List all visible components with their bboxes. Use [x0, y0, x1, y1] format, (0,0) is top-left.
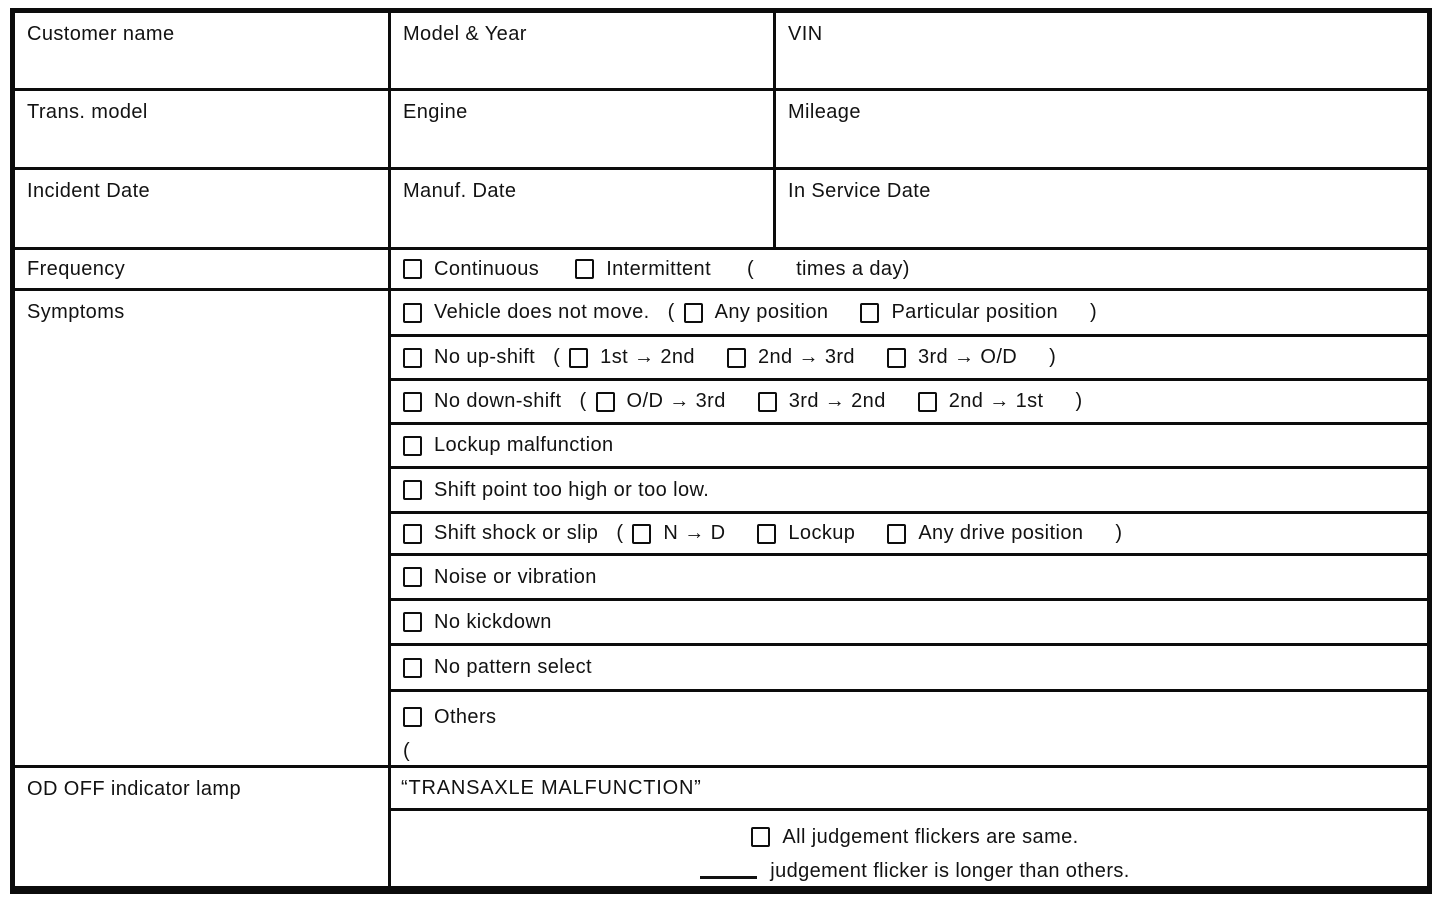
symptom-row-no-down-shift: [391, 381, 1427, 425]
judgement-same-line: [751, 820, 1078, 854]
symptom-option: [860, 301, 1058, 324]
mileage-cell: [776, 91, 1427, 167]
option-label: 3rd → O/D: [917, 346, 1018, 368]
paren-open: (: [553, 346, 561, 368]
od-off-detail-column: [391, 768, 1427, 888]
form-table: [10, 8, 1432, 894]
row-incident-date: [15, 170, 1427, 250]
frequency-label: Frequency: [27, 257, 126, 280]
symptom-label: Others: [434, 705, 497, 728]
symptom-label: Lockup malfunction: [434, 434, 614, 456]
in-service-date-label: In Service Date: [788, 180, 931, 202]
checkbox-2nd-3rd[interactable]: [727, 348, 746, 368]
symptom-option: [684, 301, 829, 324]
option-label: N → D: [663, 522, 726, 544]
symptom-options-group: [668, 301, 1097, 324]
paren-open: (: [747, 257, 755, 280]
paren-close: ): [1115, 522, 1123, 544]
paren-open: (: [403, 739, 411, 762]
symptoms-label: Symptoms: [27, 301, 125, 323]
checkbox-shift-point[interactable]: [403, 480, 422, 500]
symptom-row-vehicle-does-not-move: [391, 291, 1427, 337]
symptom-row-no-up-shift: [391, 337, 1427, 381]
symptom-options-group: [579, 390, 1082, 413]
row-od-off-lamp: [15, 768, 1427, 888]
times-a-day-text: times a day): [796, 257, 910, 280]
trans-model-cell: [15, 91, 391, 167]
model-year-cell: [391, 13, 776, 88]
customer-name-cell: [15, 13, 391, 88]
checkbox-od-3rd[interactable]: [596, 392, 615, 412]
judgement-same-label: All judgement flickers are same.: [782, 825, 1079, 848]
manuf-date-cell: [391, 170, 776, 247]
checkbox-shift-shock[interactable]: [403, 524, 422, 544]
paren-open: (: [667, 301, 675, 323]
vin-label: VIN: [788, 23, 823, 45]
judgement-longer-line: [700, 854, 1130, 888]
transaxle-malfunction-title: “TRANSAXLE MALFUNCTION”: [401, 776, 702, 799]
symptom-option: [918, 390, 1044, 413]
trans-model-label: Trans. model: [27, 101, 148, 123]
engine-cell: [391, 91, 776, 167]
paren-close: ): [1049, 346, 1057, 368]
vin-cell: [776, 13, 1427, 88]
checkbox-2nd-1st[interactable]: [918, 392, 937, 412]
row-symptoms: [15, 291, 1427, 768]
manuf-date-label: Manuf. Date: [403, 180, 517, 202]
symptom-row-shift-shock: [391, 514, 1427, 556]
incident-date-cell: [15, 170, 391, 247]
symptom-options-group: [553, 346, 1056, 369]
option-label: Particular position: [891, 301, 1059, 323]
checkbox-no-kickdown[interactable]: [403, 612, 422, 632]
row-frequency: [15, 250, 1427, 291]
judgement-longer-label: judgement flicker is longer than others.: [770, 859, 1130, 882]
customer-name-label: Customer name: [27, 23, 175, 45]
symptom-option: [632, 522, 725, 545]
symptom-label: No down-shift: [434, 390, 562, 412]
option-label: Continuous: [434, 257, 540, 280]
model-year-label: Model & Year: [403, 23, 527, 45]
option-label: Intermittent: [606, 257, 712, 280]
symptoms-label-cell: [15, 291, 391, 765]
symptom-row-lockup-malfunction: [391, 425, 1427, 469]
paren-close: ): [1075, 390, 1083, 412]
od-off-label: OD OFF indicator lamp: [27, 778, 242, 800]
write-in-blank[interactable]: [700, 864, 757, 879]
checkbox-others[interactable]: [403, 707, 422, 727]
transaxle-malfunction-cell: [391, 768, 1427, 811]
checkbox-lockup-malfunction[interactable]: [403, 436, 422, 456]
checkbox-n-d[interactable]: [632, 524, 651, 544]
incident-date-label: Incident Date: [27, 180, 151, 202]
others-writein-line: [403, 734, 410, 768]
symptom-row-others: [391, 692, 1427, 765]
option-label: Lockup: [788, 522, 856, 544]
checkbox-particular-position[interactable]: [860, 303, 879, 323]
symptom-label: Shift shock or slip: [434, 522, 599, 544]
symptom-row-no-pattern-select: [391, 646, 1427, 692]
checkbox-3rd-2nd[interactable]: [758, 392, 777, 412]
judgement-flicker-cell: [391, 811, 1427, 888]
in-service-date-cell: [776, 170, 1427, 247]
symptom-option: [758, 390, 886, 413]
checkbox-continuous[interactable]: [403, 259, 422, 279]
symptom-option: [569, 346, 695, 369]
paren-close: ): [1090, 301, 1098, 323]
frequency-option-intermittent: [575, 258, 711, 281]
checkbox-no-up-shift[interactable]: [403, 348, 422, 368]
option-label: Any position: [714, 301, 829, 323]
checkbox-all-judgement-same[interactable]: [751, 827, 770, 847]
symptom-row-noise-vibration: [391, 556, 1427, 601]
engine-label: Engine: [403, 101, 468, 123]
checkbox-no-pattern-select[interactable]: [403, 658, 422, 678]
frequency-option-continuous: [403, 258, 539, 281]
symptom-option: [757, 522, 855, 545]
option-label: 1st → 2nd: [600, 346, 695, 368]
symptom-label: Vehicle does not move.: [434, 301, 650, 323]
checkbox-1st-2nd[interactable]: [569, 348, 588, 368]
paren-open: (: [579, 390, 587, 412]
checkbox-3rd-od[interactable]: [887, 348, 906, 368]
checkbox-any-drive-position[interactable]: [887, 524, 906, 544]
paren-open: (: [616, 522, 624, 544]
symptom-label: No kickdown: [434, 610, 552, 633]
checkbox-lockup[interactable]: [757, 524, 776, 544]
checkbox-noise-vibration[interactable]: [403, 567, 422, 587]
symptom-label: Noise or vibration: [434, 565, 597, 588]
row-trans-model: [15, 91, 1427, 170]
option-label: O/D → 3rd: [626, 390, 726, 412]
symptom-option: [887, 522, 1083, 545]
row-customer: [15, 13, 1427, 91]
mileage-label: Mileage: [788, 101, 861, 123]
symptom-option: [727, 346, 855, 369]
option-label: 2nd → 3rd: [757, 346, 855, 368]
checkbox-no-down-shift[interactable]: [403, 392, 422, 412]
checkbox-intermittent[interactable]: [575, 259, 594, 279]
symptom-row-shift-point: [391, 469, 1427, 514]
symptom-option: [887, 346, 1017, 369]
symptom-label: No pattern select: [434, 656, 592, 678]
symptom-label: No up-shift: [434, 346, 536, 368]
symptom-row-no-kickdown: [391, 601, 1427, 646]
times-a-day-note: [747, 258, 910, 281]
option-label: Any drive position: [918, 522, 1084, 544]
option-label: 3rd → 2nd: [788, 390, 886, 412]
checkbox-vehicle-does-not-move[interactable]: [403, 303, 422, 323]
od-off-label-cell: [15, 768, 391, 888]
others-line: [403, 700, 514, 734]
symptoms-options-column: [391, 291, 1427, 765]
frequency-label-cell: [15, 250, 391, 288]
frequency-options-cell: [391, 250, 1427, 288]
option-label: 2nd → 1st: [948, 390, 1044, 412]
symptom-label: Shift point too high or too low.: [434, 478, 710, 501]
symptom-options-group: [616, 522, 1122, 545]
symptom-option: [596, 390, 726, 413]
checkbox-any-position[interactable]: [684, 303, 703, 323]
